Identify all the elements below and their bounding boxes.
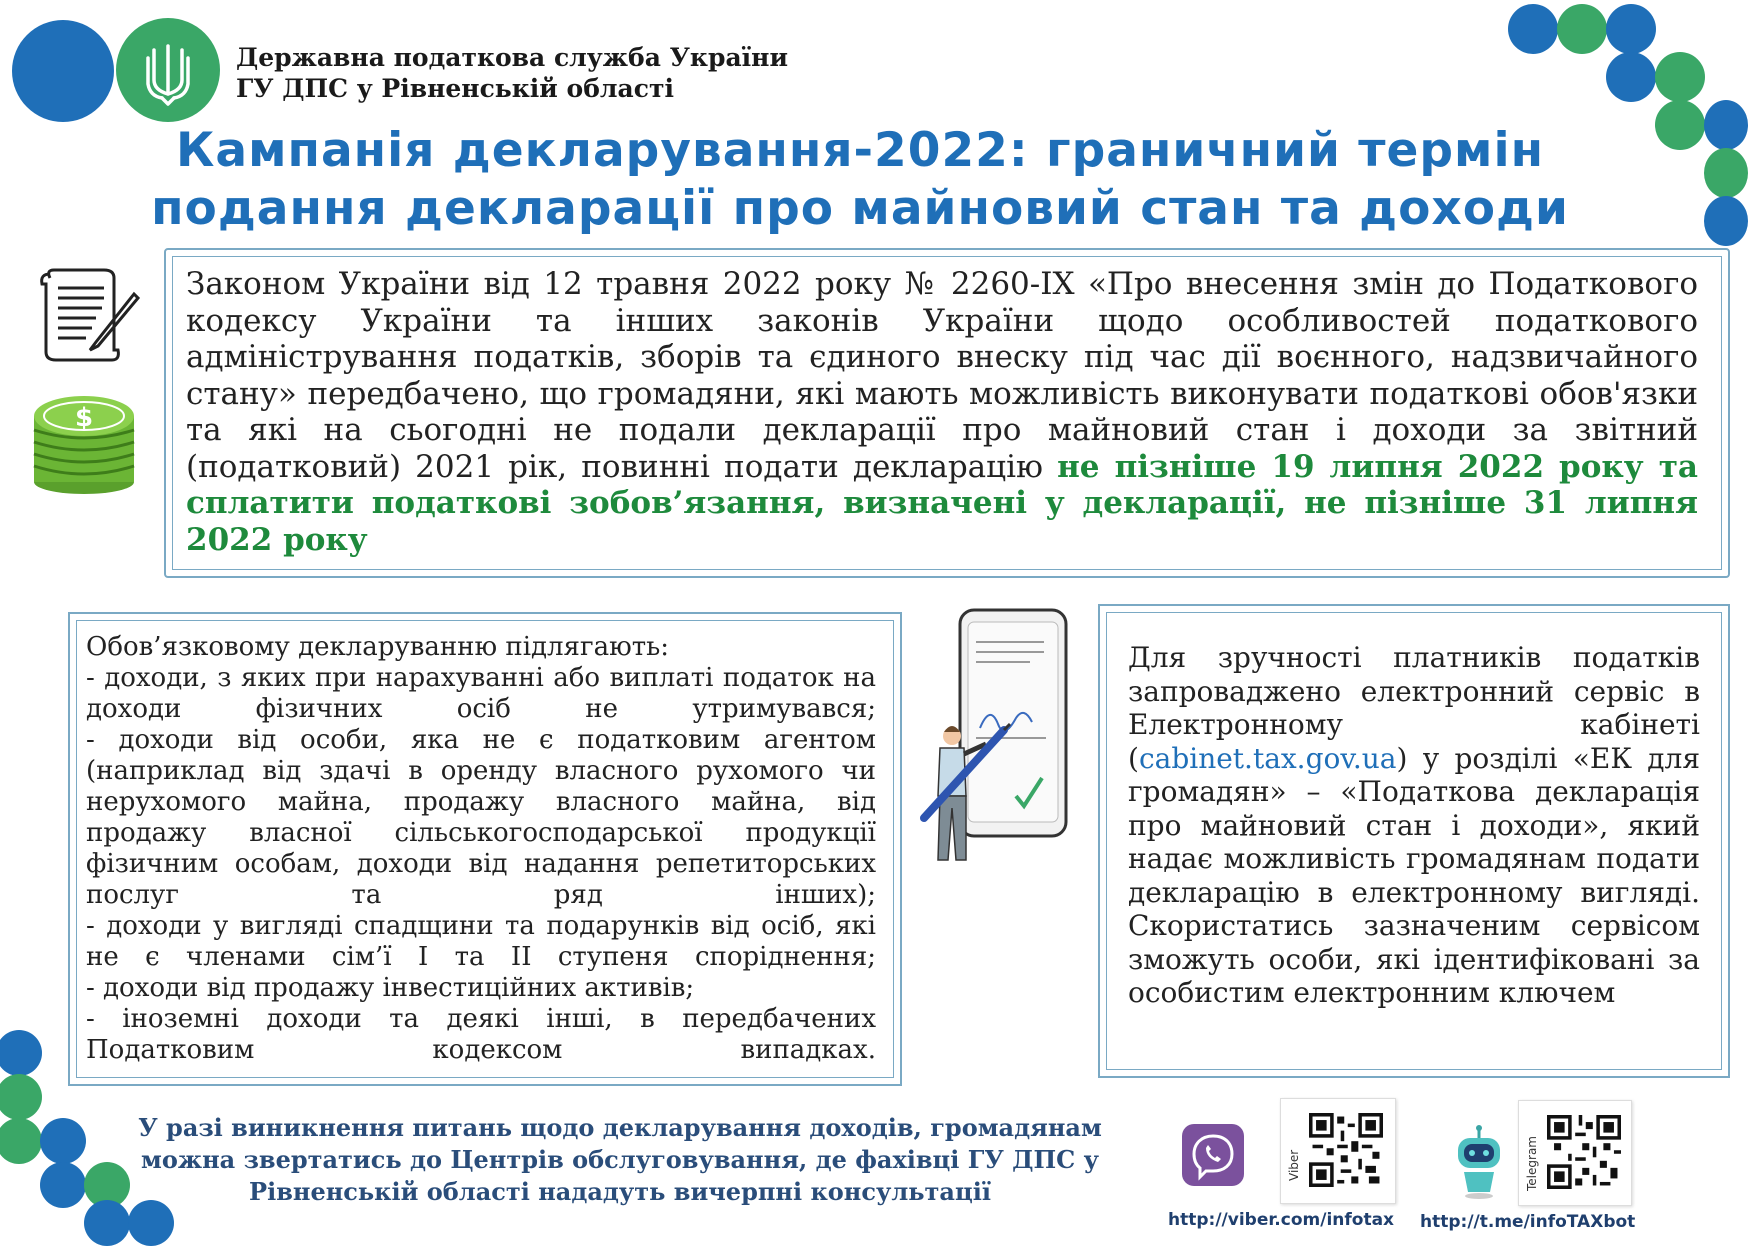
decor-circle: [12, 20, 114, 122]
list-item: - доходи у вигляді спадщини та подарунків від осіб, які не є членами сім’ї І та ІІ ступеня споріднення;: [86, 911, 876, 972]
list-item: - іноземні доходи та деякі інші, в передбачених Податковим кодексом випадках.: [86, 1004, 876, 1065]
organization-name: [236, 42, 788, 104]
decor-circle: [1606, 4, 1656, 54]
main-text-plain: Законом України від 12 травня 2022 року № 2260-IX «Про внесення змін до Податкового кодексу України та інших законів України щодо особливостей податкового адміністрування податків, зборів та єдиного внеску під час дії воєнного, надзвичайного стану» передбачено, що громадяни, які мають можливість виконувати податкові обов'язки та які на сьогодні не подали декларації про майновий стан і доходи за звітний (податковий) 2021 рік, повинні подати декларацію: [186, 266, 1698, 485]
decor-circle: [1704, 148, 1748, 198]
document-pen-icon: [36, 264, 140, 364]
title-line-2: подання декларації про майновий стан та доходи: [151, 181, 1569, 236]
qr-code-icon[interactable]: [1309, 1113, 1383, 1187]
decor-circle: [84, 1200, 130, 1246]
service-text-before: Для зручності платників податків запроваджено електронний сервіс в Електронному кабінеті (: [1128, 641, 1700, 775]
robot-icon: [1450, 1124, 1508, 1200]
telegram-url[interactable]: http://t.me/infoTAXbot: [1420, 1212, 1636, 1232]
decor-circle: [0, 1074, 42, 1120]
viber-icon[interactable]: [1180, 1122, 1246, 1188]
phone-signature-illustration: [920, 608, 1070, 880]
decor-circle: [1704, 196, 1748, 246]
decor-circle: [40, 1162, 86, 1208]
list-item: - доходи від особи, яка не є податковим агентом (наприклад від здачі в оренду власного рухомого чи нерухомого майна, продажу власного майна, від продажу власної сільськогосподарської продукції фізичним особам, доходи від надання репетиторських послуг та ряд інших);: [86, 725, 876, 910]
page-title: [120, 122, 1600, 238]
title-line-1: Кампанія декларування-2022: граничний термін: [175, 123, 1545, 178]
org-line-1: Державна податкова служба України: [236, 43, 788, 72]
logo-circle: [116, 18, 220, 122]
telegram-qr-label: Telegram: [1525, 1136, 1539, 1191]
electronic-service-text: [1128, 641, 1700, 1010]
viber-url[interactable]: http://viber.com/infotax: [1168, 1210, 1395, 1230]
decor-circle: [1508, 4, 1558, 54]
list-item: - доходи від продажу інвестиційних активів;: [86, 973, 695, 1003]
main-notice-text: [186, 266, 1698, 558]
viber-qr-card: [1280, 1098, 1396, 1204]
list-heading: Обов’язковому декларуванню підлягають:: [86, 632, 670, 662]
mandatory-declaration-list: [86, 632, 876, 1066]
decor-circle: [0, 1118, 42, 1164]
deadline-highlight: не пізніше 19 липня 2022 року та сплатити податкові зобов’язання, визначені у декларації, не пізніше 31 липня 2022 року: [186, 448, 1698, 558]
decor-circle: [1655, 100, 1705, 150]
decor-circle: [1655, 52, 1705, 102]
footer-consultation-text: У разі виникнення питань щодо декларування доходів, громадянам можна звертатись до Центрів обслуговування, де фахівці ГУ ДПС у Рівненській області нададуть вичерпні консультації: [138, 1113, 1102, 1206]
decor-circle: [1704, 100, 1748, 150]
decor-circle: [1557, 4, 1607, 54]
decor-circle: [40, 1118, 86, 1164]
service-text-after: ) у розділі «ЕК для громадян» – «Податкова декларація про майновий стан і доходи», який надає можливість громадянам подати декларацію в електронному вигляді. Скористатись зазначеним сервісом зможуть особи, які ідентифіковані за особистим електронним ключем: [1128, 741, 1700, 1009]
list-item: - доходи, з яких при нарахуванні або виплаті податок на доходи фізичних осіб не утримувався;: [86, 663, 876, 724]
svg-text:$: $: [74, 403, 94, 433]
trident-emblem-icon: [116, 18, 220, 122]
cabinet-link[interactable]: cabinet.tax.gov.ua: [1138, 741, 1397, 775]
decor-circle: [1606, 52, 1656, 102]
telegram-qr-card: [1518, 1100, 1632, 1206]
org-line-2: ГУ ДПС у Рівненській області: [236, 74, 674, 103]
decor-circle: [0, 1030, 42, 1076]
coin-stack-icon: [30, 386, 138, 496]
qr-code-icon[interactable]: [1547, 1115, 1621, 1189]
viber-qr-label: Viber: [1287, 1149, 1301, 1181]
